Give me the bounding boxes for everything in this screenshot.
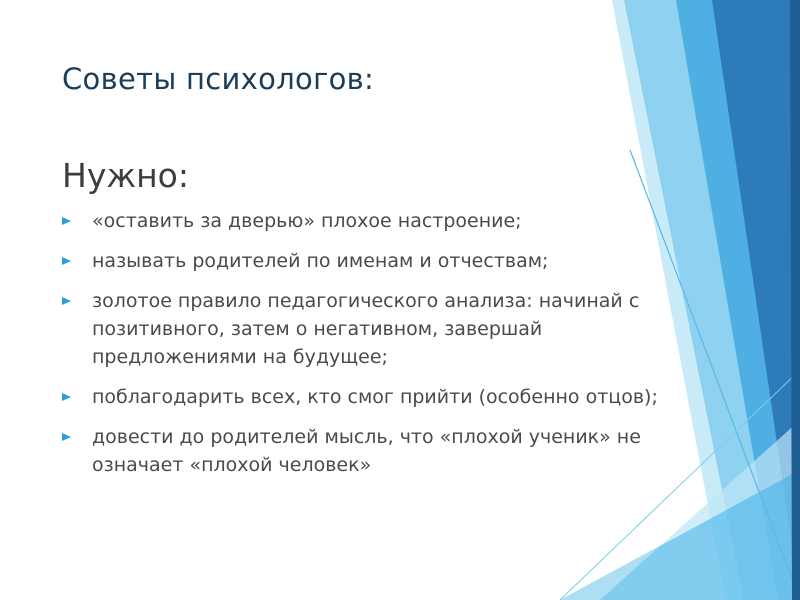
bullet-list	[62, 207, 662, 479]
bullet-text: поблагодарить всех, кто смог прийти (особенно отцов);	[92, 386, 658, 408]
bullet-text: «оставить за дверью» плохое настроение;	[92, 210, 522, 232]
list-item	[62, 287, 662, 371]
slide-subheading: Нужно:	[62, 156, 189, 195]
bullet-arrow-icon	[62, 257, 71, 265]
slide-content	[62, 156, 662, 491]
bullet-text: довести до родителей мысль, что «плохой ученик» не означает «плохой человек»	[92, 426, 641, 476]
slide-title: Советы психологов:	[62, 62, 375, 96]
bullet-arrow-icon	[62, 297, 71, 305]
list-item	[62, 383, 662, 411]
bullet-text: золотое правило педагогического анализа: начинай с позитивного, затем о негативном, завершай предложениями на будущее;	[92, 290, 640, 368]
bullet-arrow-icon	[62, 217, 71, 225]
bullet-arrow-icon	[62, 433, 71, 441]
list-item	[62, 207, 662, 235]
bullet-text: называть родителей по именам и отчествам;	[92, 250, 549, 272]
list-item	[62, 247, 662, 275]
bullet-arrow-icon	[62, 393, 71, 401]
list-item	[62, 423, 662, 479]
